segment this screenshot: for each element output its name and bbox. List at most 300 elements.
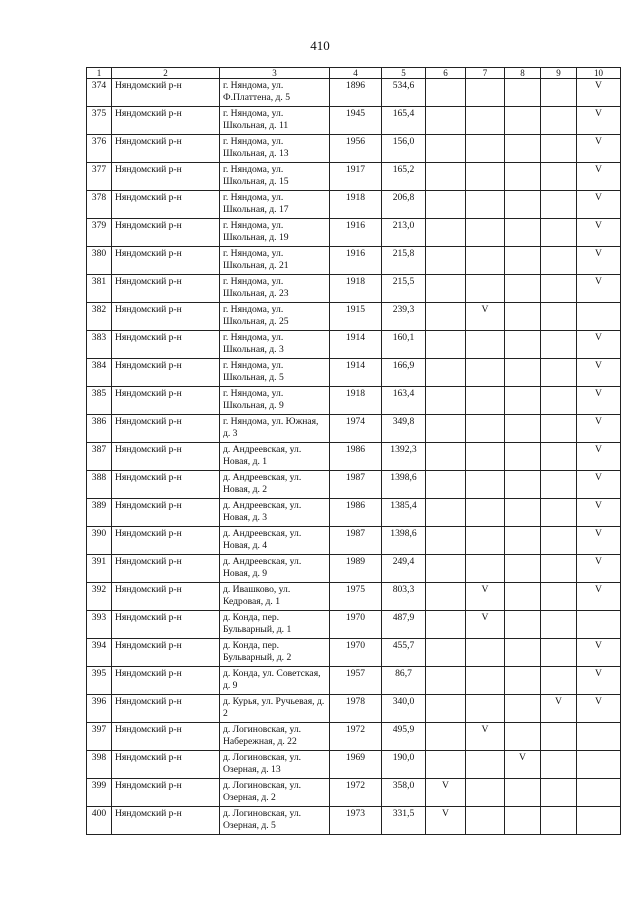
mark-cell-7 [466, 555, 505, 583]
mark-cell-6 [426, 499, 466, 527]
area-cell: 239,3 [382, 303, 426, 331]
mark-cell-9 [541, 79, 577, 107]
address-cell: г. Няндома, ул. Школьная, д. 17 [220, 191, 330, 219]
table-row [87, 107, 621, 135]
mark-cell-10: V [577, 555, 621, 583]
mark-cell-10: V [577, 275, 621, 303]
address-cell: д. Логиновская, ул. Озерная, д. 2 [220, 779, 330, 807]
year-cell: 1986 [330, 443, 382, 471]
row-number-cell: 383 [87, 331, 112, 359]
area-cell: 160,1 [382, 331, 426, 359]
area-cell: 1385,4 [382, 499, 426, 527]
area-cell: 249,4 [382, 555, 426, 583]
row-number-cell: 390 [87, 527, 112, 555]
mark-cell-8 [505, 723, 541, 751]
row-number-cell: 396 [87, 695, 112, 723]
mark-cell-6 [426, 443, 466, 471]
mark-cell-6: V [426, 779, 466, 807]
row-number-cell: 379 [87, 219, 112, 247]
row-number-cell: 398 [87, 751, 112, 779]
row-number-cell: 391 [87, 555, 112, 583]
year-cell: 1987 [330, 471, 382, 499]
area-cell: 86,7 [382, 667, 426, 695]
address-cell: г. Няндома, ул. Школьная, д. 11 [220, 107, 330, 135]
row-number-cell: 387 [87, 443, 112, 471]
table-row [87, 639, 621, 667]
area-cell: 487,9 [382, 611, 426, 639]
mark-cell-8 [505, 583, 541, 611]
mark-cell-6 [426, 723, 466, 751]
mark-cell-9 [541, 751, 577, 779]
table-row [87, 163, 621, 191]
column-header: 10 [577, 68, 621, 79]
area-cell: 803,3 [382, 583, 426, 611]
table-row [87, 331, 621, 359]
area-cell: 1392,3 [382, 443, 426, 471]
mark-cell-10: V [577, 135, 621, 163]
mark-cell-6 [426, 695, 466, 723]
table-row [87, 555, 621, 583]
mark-cell-7 [466, 667, 505, 695]
row-number-cell: 395 [87, 667, 112, 695]
column-number-row [87, 68, 621, 79]
mark-cell-6 [426, 135, 466, 163]
row-number-cell: 385 [87, 387, 112, 415]
column-header: 7 [466, 68, 505, 79]
mark-cell-9 [541, 555, 577, 583]
mark-cell-8 [505, 219, 541, 247]
mark-cell-9 [541, 527, 577, 555]
address-cell: д. Андреевская, ул. Новая, д. 2 [220, 471, 330, 499]
table-row [87, 723, 621, 751]
mark-cell-8 [505, 443, 541, 471]
mark-cell-8 [505, 415, 541, 443]
table-row [87, 219, 621, 247]
table-row [87, 527, 621, 555]
mark-cell-9: V [541, 695, 577, 723]
mark-cell-10: V [577, 527, 621, 555]
mark-cell-9 [541, 471, 577, 499]
address-cell: г. Няндома, ул. Школьная, д. 13 [220, 135, 330, 163]
area-cell: 331,5 [382, 807, 426, 835]
mark-cell-7 [466, 191, 505, 219]
mark-cell-10 [577, 779, 621, 807]
district-cell: Няндомский р-н [112, 303, 220, 331]
mark-cell-6 [426, 583, 466, 611]
mark-cell-9 [541, 611, 577, 639]
mark-cell-7 [466, 527, 505, 555]
district-cell: Няндомский р-н [112, 79, 220, 107]
mark-cell-10: V [577, 583, 621, 611]
row-number-cell: 380 [87, 247, 112, 275]
column-header: 5 [382, 68, 426, 79]
table-row [87, 583, 621, 611]
mark-cell-7 [466, 247, 505, 275]
year-cell: 1987 [330, 527, 382, 555]
year-cell: 1918 [330, 387, 382, 415]
mark-cell-10 [577, 807, 621, 835]
row-number-cell: 388 [87, 471, 112, 499]
mark-cell-9 [541, 807, 577, 835]
area-cell: 495,9 [382, 723, 426, 751]
mark-cell-6 [426, 527, 466, 555]
mark-cell-7 [466, 499, 505, 527]
mark-cell-6 [426, 751, 466, 779]
address-cell: г. Няндома, ул. Школьная, д. 5 [220, 359, 330, 387]
area-cell: 206,8 [382, 191, 426, 219]
mark-cell-8 [505, 135, 541, 163]
mark-cell-8 [505, 191, 541, 219]
year-cell: 1915 [330, 303, 382, 331]
table-row [87, 275, 621, 303]
address-cell: д. Андреевская, ул. Новая, д. 4 [220, 527, 330, 555]
address-cell: г. Няндома, ул. Школьная, д. 25 [220, 303, 330, 331]
mark-cell-7 [466, 163, 505, 191]
address-cell: д. Конда, ул. Советская, д. 9 [220, 667, 330, 695]
column-header: 3 [220, 68, 330, 79]
area-cell: 190,0 [382, 751, 426, 779]
area-cell: 1398,6 [382, 527, 426, 555]
mark-cell-7 [466, 275, 505, 303]
mark-cell-10: V [577, 499, 621, 527]
mark-cell-8 [505, 779, 541, 807]
mark-cell-7: V [466, 303, 505, 331]
mark-cell-10: V [577, 695, 621, 723]
mark-cell-7: V [466, 583, 505, 611]
mark-cell-8 [505, 359, 541, 387]
area-cell: 1398,6 [382, 471, 426, 499]
column-header: 9 [541, 68, 577, 79]
address-cell: г. Няндома, ул. Ф.Платтена, д. 5 [220, 79, 330, 107]
table-row [87, 499, 621, 527]
address-cell: г. Няндома, ул. Школьная, д. 23 [220, 275, 330, 303]
district-cell: Няндомский р-н [112, 191, 220, 219]
mark-cell-8 [505, 387, 541, 415]
district-cell: Няндомский р-н [112, 443, 220, 471]
row-number-cell: 389 [87, 499, 112, 527]
row-number-cell: 381 [87, 275, 112, 303]
mark-cell-10 [577, 751, 621, 779]
mark-cell-7: V [466, 723, 505, 751]
mark-cell-9 [541, 247, 577, 275]
district-cell: Няндомский р-н [112, 331, 220, 359]
mark-cell-10: V [577, 219, 621, 247]
address-cell: д. Логиновская, ул. Озерная, д. 13 [220, 751, 330, 779]
mark-cell-7 [466, 359, 505, 387]
table-row [87, 387, 621, 415]
year-cell: 1969 [330, 751, 382, 779]
address-cell: г. Няндома, ул. Школьная, д. 3 [220, 331, 330, 359]
mark-cell-10: V [577, 247, 621, 275]
district-cell: Няндомский р-н [112, 471, 220, 499]
table-row [87, 79, 621, 107]
year-cell: 1973 [330, 807, 382, 835]
mark-cell-8 [505, 695, 541, 723]
row-number-cell: 400 [87, 807, 112, 835]
mark-cell-6 [426, 639, 466, 667]
table-row [87, 779, 621, 807]
table-row [87, 359, 621, 387]
mark-cell-6 [426, 79, 466, 107]
mark-cell-7 [466, 219, 505, 247]
mark-cell-10: V [577, 79, 621, 107]
mark-cell-10: V [577, 191, 621, 219]
mark-cell-7 [466, 387, 505, 415]
row-number-cell: 378 [87, 191, 112, 219]
row-number-cell: 392 [87, 583, 112, 611]
district-cell: Няндомский р-н [112, 807, 220, 835]
address-cell: д. Андреевская, ул. Новая, д. 1 [220, 443, 330, 471]
mark-cell-10: V [577, 443, 621, 471]
row-number-cell: 384 [87, 359, 112, 387]
address-cell: д. Логиновская, ул. Озерная, д. 5 [220, 807, 330, 835]
year-cell: 1989 [330, 555, 382, 583]
address-cell: г. Няндома, ул. Школьная, д. 19 [220, 219, 330, 247]
mark-cell-7 [466, 443, 505, 471]
mark-cell-8 [505, 331, 541, 359]
mark-cell-8 [505, 303, 541, 331]
mark-cell-7 [466, 471, 505, 499]
column-header: 2 [112, 68, 220, 79]
mark-cell-8: V [505, 751, 541, 779]
district-cell: Няндомский р-н [112, 387, 220, 415]
mark-cell-7 [466, 107, 505, 135]
mark-cell-9 [541, 135, 577, 163]
district-cell: Няндомский р-н [112, 107, 220, 135]
mark-cell-7 [466, 639, 505, 667]
district-cell: Няндомский р-н [112, 779, 220, 807]
mark-cell-10: V [577, 163, 621, 191]
mark-cell-6 [426, 163, 466, 191]
mark-cell-6 [426, 471, 466, 499]
address-cell: д. Ивашково, ул. Кедровая, д. 1 [220, 583, 330, 611]
district-cell: Няндомский р-н [112, 639, 220, 667]
year-cell: 1914 [330, 359, 382, 387]
year-cell: 1972 [330, 779, 382, 807]
address-cell: д. Логиновская, ул. Набережная, д. 22 [220, 723, 330, 751]
mark-cell-10: V [577, 415, 621, 443]
page-number: 410 [310, 38, 330, 53]
mark-cell-9 [541, 443, 577, 471]
mark-cell-7 [466, 751, 505, 779]
year-cell: 1917 [330, 163, 382, 191]
table-row [87, 443, 621, 471]
mark-cell-9 [541, 107, 577, 135]
area-cell: 165,4 [382, 107, 426, 135]
area-cell: 213,0 [382, 219, 426, 247]
row-number-cell: 374 [87, 79, 112, 107]
year-cell: 1896 [330, 79, 382, 107]
mark-cell-6 [426, 107, 466, 135]
address-cell: г. Няндома, ул. Школьная, д. 21 [220, 247, 330, 275]
district-cell: Няндомский р-н [112, 723, 220, 751]
address-cell: г. Няндома, ул. Школьная, д. 15 [220, 163, 330, 191]
district-cell: Няндомский р-н [112, 667, 220, 695]
mark-cell-7 [466, 807, 505, 835]
district-cell: Няндомский р-н [112, 359, 220, 387]
row-number-cell: 382 [87, 303, 112, 331]
housing-register-table [86, 67, 621, 835]
address-cell: д. Курья, ул. Ручьевая, д. 2 [220, 695, 330, 723]
mark-cell-9 [541, 499, 577, 527]
row-number-cell: 376 [87, 135, 112, 163]
year-cell: 1957 [330, 667, 382, 695]
mark-cell-9 [541, 359, 577, 387]
mark-cell-6 [426, 387, 466, 415]
mark-cell-8 [505, 667, 541, 695]
district-cell: Няндомский р-н [112, 555, 220, 583]
area-cell: 215,8 [382, 247, 426, 275]
mark-cell-8 [505, 639, 541, 667]
table-row [87, 135, 621, 163]
mark-cell-6 [426, 415, 466, 443]
row-number-cell: 394 [87, 639, 112, 667]
mark-cell-10: V [577, 331, 621, 359]
mark-cell-6 [426, 191, 466, 219]
mark-cell-6 [426, 275, 466, 303]
mark-cell-10: V [577, 639, 621, 667]
mark-cell-7 [466, 135, 505, 163]
year-cell: 1974 [330, 415, 382, 443]
year-cell: 1975 [330, 583, 382, 611]
district-cell: Няндомский р-н [112, 499, 220, 527]
row-number-cell: 375 [87, 107, 112, 135]
mark-cell-9 [541, 219, 577, 247]
district-cell: Няндомский р-н [112, 247, 220, 275]
area-cell: 340,0 [382, 695, 426, 723]
area-cell: 215,5 [382, 275, 426, 303]
mark-cell-7 [466, 79, 505, 107]
year-cell: 1970 [330, 611, 382, 639]
mark-cell-8 [505, 275, 541, 303]
mark-cell-9 [541, 275, 577, 303]
mark-cell-9 [541, 639, 577, 667]
table-row [87, 611, 621, 639]
mark-cell-10: V [577, 387, 621, 415]
mark-cell-6 [426, 611, 466, 639]
mark-cell-6 [426, 667, 466, 695]
mark-cell-10 [577, 611, 621, 639]
mark-cell-6 [426, 359, 466, 387]
area-cell: 455,7 [382, 639, 426, 667]
mark-cell-10: V [577, 359, 621, 387]
area-cell: 165,2 [382, 163, 426, 191]
column-header: 4 [330, 68, 382, 79]
address-cell: г. Няндома, ул. Южная, д. 3 [220, 415, 330, 443]
table-row [87, 751, 621, 779]
mark-cell-8 [505, 499, 541, 527]
row-number-cell: 393 [87, 611, 112, 639]
year-cell: 1956 [330, 135, 382, 163]
table-row [87, 807, 621, 835]
mark-cell-7 [466, 779, 505, 807]
district-cell: Няндомский р-н [112, 219, 220, 247]
mark-cell-9 [541, 415, 577, 443]
mark-cell-6: V [426, 807, 466, 835]
year-cell: 1945 [330, 107, 382, 135]
year-cell: 1918 [330, 275, 382, 303]
year-cell: 1914 [330, 331, 382, 359]
mark-cell-6 [426, 303, 466, 331]
column-header: 1 [87, 68, 112, 79]
year-cell: 1916 [330, 219, 382, 247]
mark-cell-8 [505, 79, 541, 107]
row-number-cell: 399 [87, 779, 112, 807]
mark-cell-9 [541, 331, 577, 359]
mark-cell-9 [541, 191, 577, 219]
area-cell: 156,0 [382, 135, 426, 163]
address-cell: г. Няндома, ул. Школьная, д. 9 [220, 387, 330, 415]
mark-cell-8 [505, 807, 541, 835]
year-cell: 1916 [330, 247, 382, 275]
mark-cell-8 [505, 611, 541, 639]
mark-cell-8 [505, 163, 541, 191]
mark-cell-6 [426, 219, 466, 247]
table-body [87, 68, 621, 835]
mark-cell-7 [466, 415, 505, 443]
year-cell: 1970 [330, 639, 382, 667]
table-row [87, 247, 621, 275]
district-cell: Няндомский р-н [112, 751, 220, 779]
mark-cell-6 [426, 331, 466, 359]
district-cell: Няндомский р-н [112, 583, 220, 611]
mark-cell-9 [541, 303, 577, 331]
mark-cell-10 [577, 723, 621, 751]
district-cell: Няндомский р-н [112, 527, 220, 555]
mark-cell-8 [505, 107, 541, 135]
column-header: 8 [505, 68, 541, 79]
table-row [87, 471, 621, 499]
mark-cell-9 [541, 779, 577, 807]
mark-cell-8 [505, 247, 541, 275]
mark-cell-6 [426, 247, 466, 275]
mark-cell-8 [505, 527, 541, 555]
mark-cell-9 [541, 667, 577, 695]
district-cell: Няндомский р-н [112, 135, 220, 163]
year-cell: 1972 [330, 723, 382, 751]
mark-cell-6 [426, 555, 466, 583]
table-row [87, 695, 621, 723]
column-header: 6 [426, 68, 466, 79]
address-cell: д. Конда, пер. Бульварный, д. 2 [220, 639, 330, 667]
address-cell: д. Андреевская, ул. Новая, д. 9 [220, 555, 330, 583]
mark-cell-9 [541, 387, 577, 415]
district-cell: Няндомский р-н [112, 695, 220, 723]
district-cell: Няндомский р-н [112, 275, 220, 303]
mark-cell-10: V [577, 667, 621, 695]
mark-cell-7 [466, 695, 505, 723]
area-cell: 163,4 [382, 387, 426, 415]
mark-cell-9 [541, 723, 577, 751]
table-row [87, 303, 621, 331]
mark-cell-8 [505, 555, 541, 583]
district-cell: Няндомский р-н [112, 611, 220, 639]
table-row [87, 667, 621, 695]
mark-cell-9 [541, 583, 577, 611]
address-cell: д. Конда, пер. Бульварный, д. 1 [220, 611, 330, 639]
address-cell: д. Андреевская, ул. Новая, д. 3 [220, 499, 330, 527]
row-number-cell: 397 [87, 723, 112, 751]
area-cell: 358,0 [382, 779, 426, 807]
area-cell: 349,8 [382, 415, 426, 443]
mark-cell-8 [505, 471, 541, 499]
mark-cell-10 [577, 303, 621, 331]
year-cell: 1918 [330, 191, 382, 219]
row-number-cell: 386 [87, 415, 112, 443]
area-cell: 534,6 [382, 79, 426, 107]
year-cell: 1986 [330, 499, 382, 527]
table-row [87, 191, 621, 219]
